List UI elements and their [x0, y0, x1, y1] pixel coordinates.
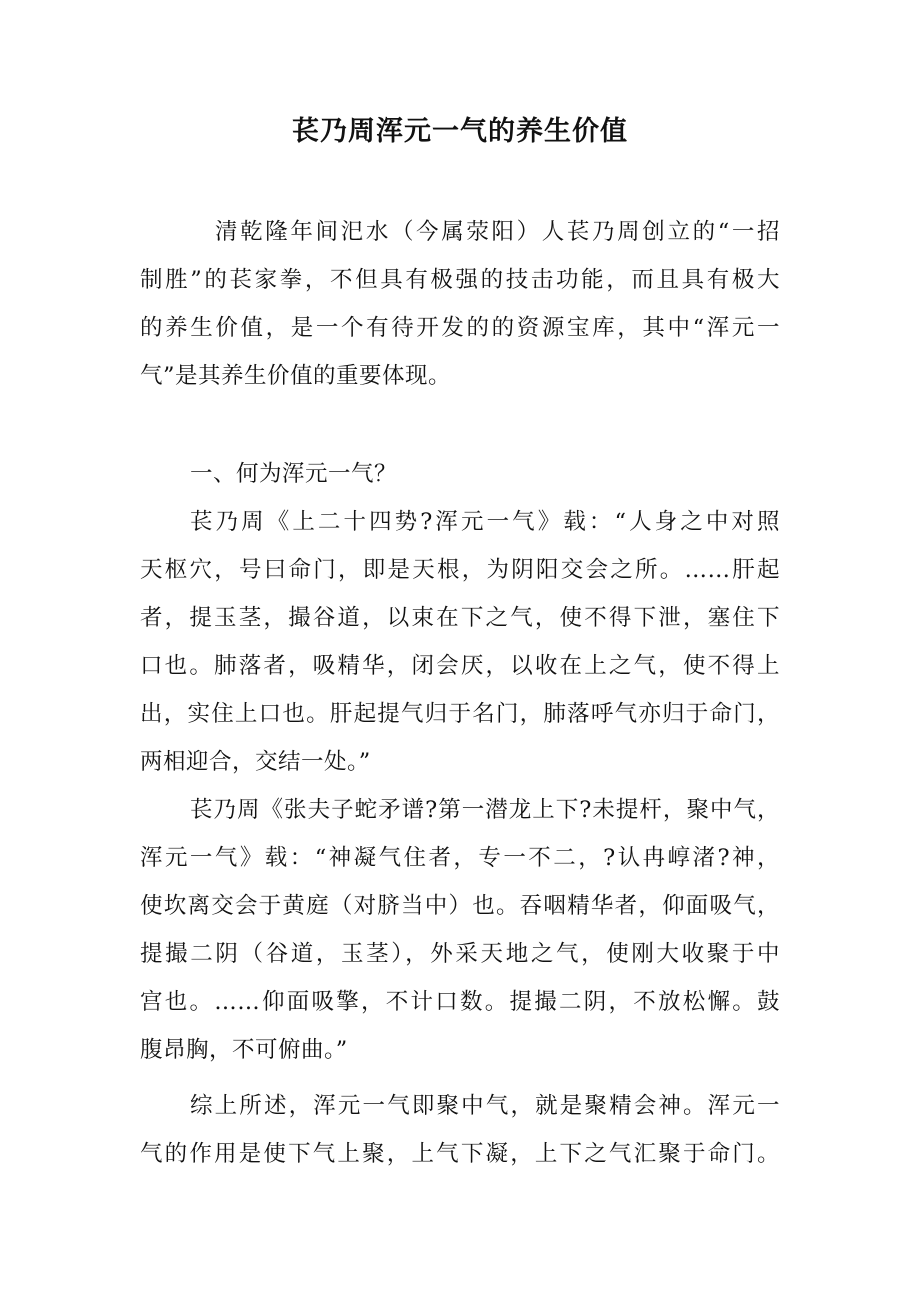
paragraph-line: 腹昂胸，不可俯曲。”: [140, 1037, 348, 1063]
paragraph-line: 出，实住上口也。肝起提气归于名门，肺落呼气亦归于命门，: [140, 701, 780, 727]
paragraph-line: 天枢穴，号曰命门，即是天根，为阴阳交会之所。……肝起: [140, 557, 780, 583]
document-title: 苌乃周浑元一气的养生价值: [292, 116, 628, 147]
paragraph-line: 浑元一气》载：“神凝气住者，专一不二，?认冉崞渚?神，: [140, 845, 780, 871]
paragraph-line: 口也。肺落者，吸精华，闭会厌，以收在上之气，使不得上: [140, 653, 780, 679]
paragraph-line: 提撮二阴（谷道，玉茎），外采天地之气，使刚大收聚于中: [140, 941, 780, 967]
paragraph-line: 两相迎合，交结一处。”: [140, 749, 371, 775]
intro-line: 的养生价值，是一个有待开发的的资源宝库，其中“浑元一: [140, 315, 780, 341]
paragraph-line: 综上所述，浑元一气即聚中气，就是聚精会神。浑元一: [190, 1093, 780, 1119]
paragraph-line: 苌乃周《上二十四势?浑元一气》载：“人身之中对照: [190, 509, 780, 535]
intro-line: 清乾隆年间汜水（今属荥阳）人苌乃周创立的“一招: [215, 219, 780, 245]
intro-line: 制胜”的苌家拳，不但具有极强的技击功能，而且具有极大: [140, 267, 780, 293]
intro-line: 气”是其养生价值的重要体现。: [140, 363, 452, 389]
paragraph-line: 气的作用是使下气上聚，上气下凝，上下之气汇聚于命门。: [140, 1141, 780, 1167]
paragraph-line: 使坎离交会于黄庭（对脐当中）也。吞咽精华者，仰面吸气，: [140, 893, 780, 919]
paragraph-line: 苌乃周《张夫子蛇矛谱?第一潜龙上下?未提杆，聚中气，: [190, 797, 780, 823]
paragraph-line: 宫也。……仰面吸擎，不计口数。提撮二阴，不放松懈。鼓: [140, 989, 780, 1015]
paragraph-line: 者，提玉茎，撮谷道，以束在下之气，使不得下泄，塞住下: [140, 605, 780, 631]
section-heading: 一、何为浑元一气？: [190, 461, 398, 487]
